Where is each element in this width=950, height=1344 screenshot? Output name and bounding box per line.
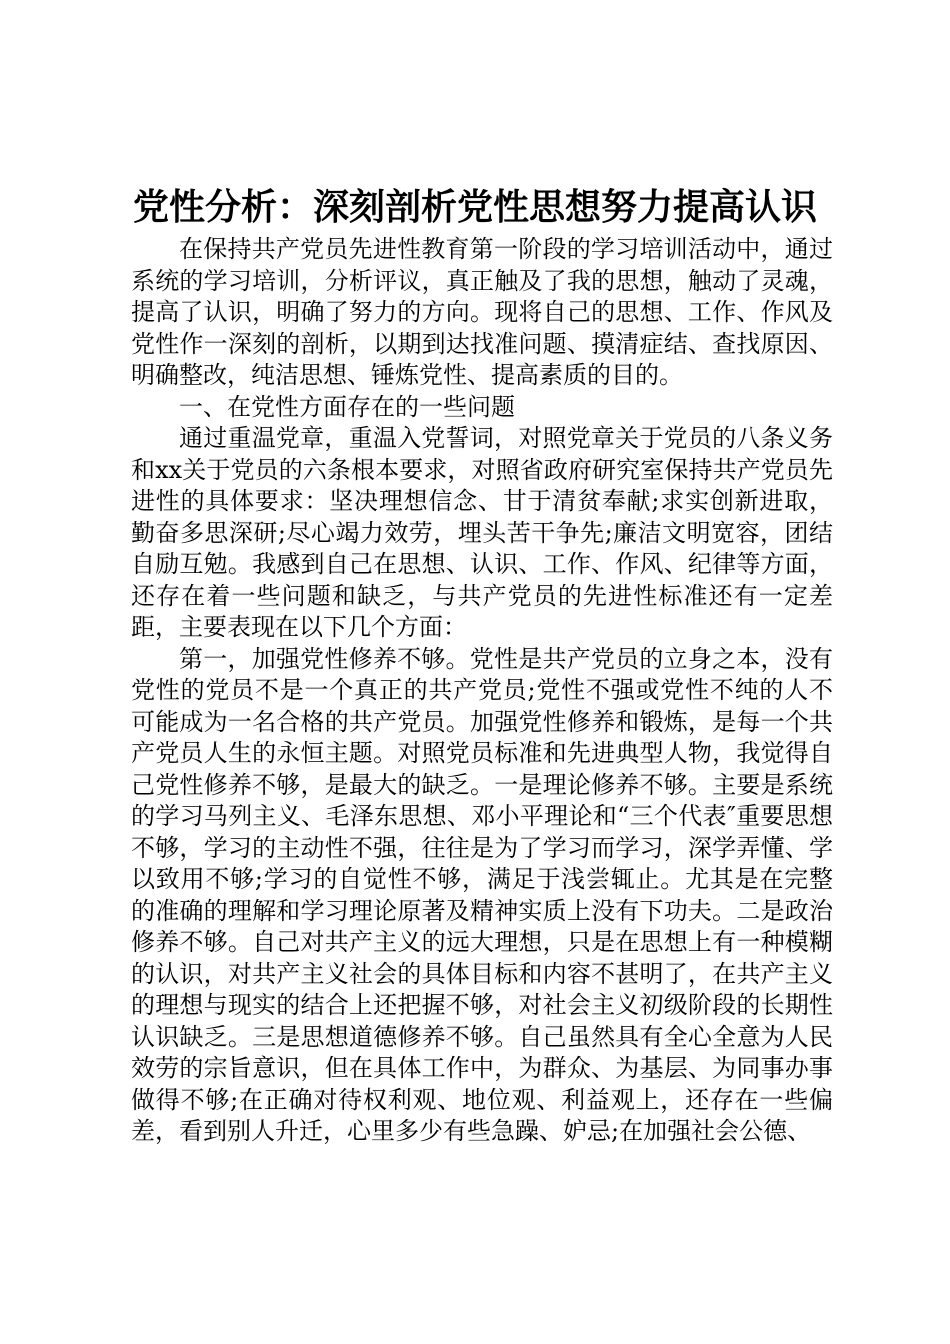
document-body — [131, 234, 833, 1148]
paragraph-overview: 通过重温党章，重温入党誓词，对照党章关于党员的八条义务和xx关于党员的六条根本要求，对照省政府研究室保持共产党员先进性的具体要求：坚决理想信念、甘于清贫奉献;求实创新进取，勤奋多思深研;尽心竭力效劳，埋头苦干争先;廉洁文明宽容，团结自励互勉。我感到自己在思想、认识、工作、作风、纪律等方面，还存在着一些问题和缺乏，与共产党员的先进性标准还有一定差距，主要表现在以下几个方面： — [131, 424, 833, 641]
section-heading: 一、在党性方面存在的一些问题 — [179, 392, 515, 421]
paragraph-intro: 在保持共产党员先进性教育第一阶段的学习培训活动中，通过系统的学习培训，分析评议，真正触及了我的思想，触动了灵魂，提高了认识，明确了努力的方向。现将自己的思想、工作、作风及党性作一深刻的剖析，以期到达找准问题、摸清症结、查找原因、明确整改，纯洁思想、锤炼党性、提高素质的目的。 — [131, 235, 833, 389]
paragraph-first-point: 第一，加强党性修养不够。党性是共产党员的立身之本，没有党性的党员不是一个真正的共产党员;党性不强或党性不纯的人不可能成为一名合格的共产党员。加强党性修养和锻炼，是每一个共产党员人生的永恒主题。对照党员标准和先进典型人物，我觉得自己党性修养不够，是最大的缺乏。一是理论修养不够。主要是系统的学习马列主义、毛泽东思想、邓小平理论和“三个代表″重要思想不够，学习的主动性不强，往往是为了学习而学习，深学弄懂、学以致用不够;学习的自觉性不够，满足于浅尝辄止。尤其是在完整的准确的理解和学习理论原著及精神实质上没有下功夫。二是政治修养不够。自己对共产主义的远大理想，只是在思想上有一种模糊的认识，对共产主义社会的具体目标和内容不甚明了，在共产主义的理想与现实的结合上还把握不够，对社会主义初级阶段的长期性认识缺乏。三是思想道德修养不够。自己虽然具有全心全意为人民效劳的宗旨意识，但在具体工作中，为群众、为基层、为同事办事做得不够;在正确对待权利观、地位观、利益观上，还存在一些偏差，看到别人升迁，心里多少有些急躁、妒忌;在加强社会公德、 — [131, 644, 833, 1145]
document-title: 党性分析：深刻剖析党性思想努力提高认识 — [132, 186, 817, 228]
